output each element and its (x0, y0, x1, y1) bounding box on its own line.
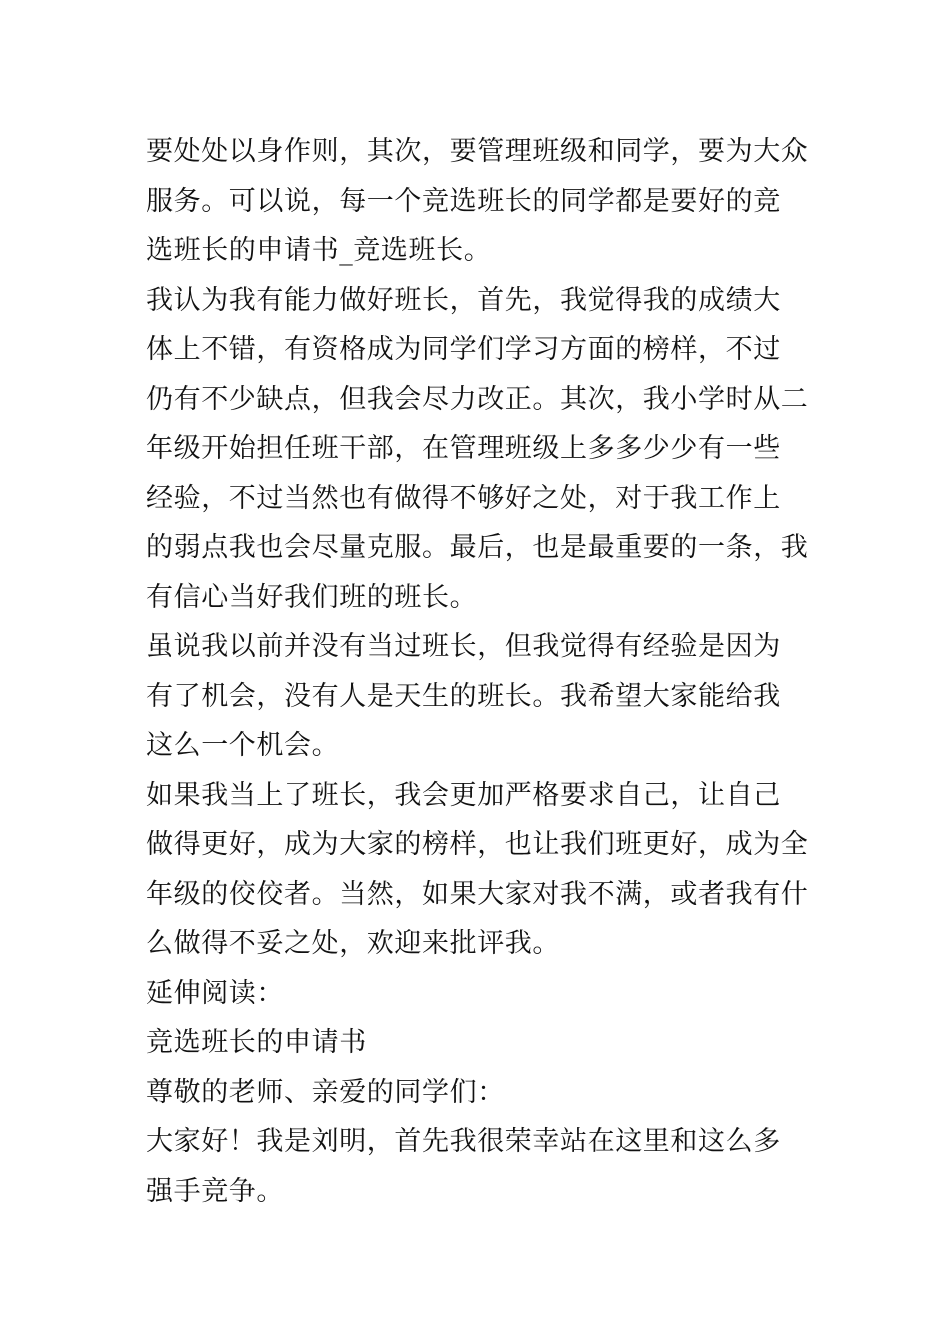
text-line: 体上不错，有资格成为同学们学习方面的榜样，不过 (146, 334, 781, 365)
text-line: 的弱点我也会尽量克服。最后，也是最重要的一条，我 (146, 532, 809, 563)
text-line: 选班长的申请书_竞选班长。 (146, 235, 492, 266)
text-line: 做得更好，成为大家的榜样，也让我们班更好，成为全 (146, 829, 809, 860)
text-line: 有信心当好我们班的班长。 (146, 581, 478, 613)
text-line: 如果我当上了班长，我会更加严格要求自己，让自己 (146, 779, 781, 811)
text-line: 竞选班长的申请书 (146, 1027, 367, 1058)
document-body (146, 127, 814, 1216)
text-line: 服务。可以说，每一个竞选班长的同学都是要好的竞 (146, 185, 781, 217)
text-line: 强手竞争。 (146, 1175, 284, 1207)
text-line: 经验，不过当然也有做得不够好之处，对于我工作上 (146, 482, 781, 514)
text-line: 仍有不少缺点，但我会尽力改正。其次，我小学时从二 (146, 383, 809, 415)
text-line: 尊敬的老师、亲爱的同学们： (146, 1076, 505, 1108)
text-line: 年级开始担任班干部，在管理班级上多多少少有一些 (146, 433, 781, 464)
text-line: 大家好！我是刘明，首先我很荣幸站在这里和这么多 (146, 1126, 781, 1157)
text-line: 我认为我有能力做好班长，首先，我觉得我的成绩大 (146, 284, 781, 316)
text-line: 这么一个机会。 (146, 730, 340, 761)
text-line: 年级的佼佼者。当然，如果大家对我不满，或者我有什 (146, 878, 809, 910)
text-line: 么做得不妥之处，欢迎来批评我。 (146, 928, 560, 959)
text-line: 延伸阅读： (146, 977, 284, 1009)
text-line: 虽说我以前并没有当过班长，但我觉得有经验是因为 (146, 631, 781, 662)
text-line: 有了机会，没有人是天生的班长。我希望大家能给我 (146, 680, 781, 712)
text-line: 要处处以身作则，其次，要管理班级和同学，要为大众 (146, 136, 809, 167)
